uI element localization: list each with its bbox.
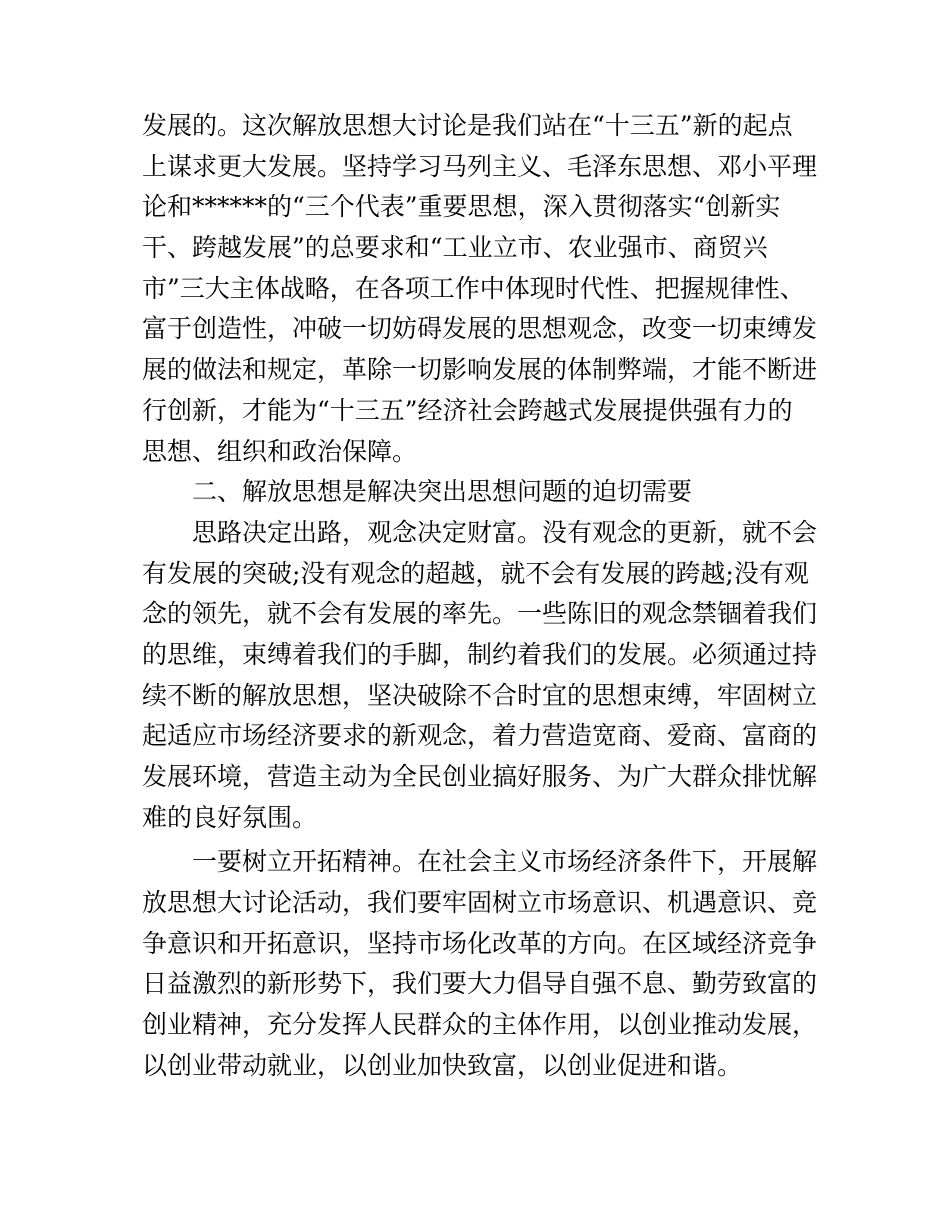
text-line: 思想、组织和政治保障。 xyxy=(142,436,418,466)
text-line: 干、跨越发展”的总要求和“工业立市、农业强市、商贸兴 xyxy=(142,233,768,263)
text-line: 富于创造性，冲破一切妨碍发展的思想观念，改变一切束缚发 xyxy=(142,314,818,344)
text-line: 发展环境，营造主动为全民创业搞好服务、为广大群众排忧解 xyxy=(142,762,818,791)
text-line: 论和******的“三个代表”重要思想，深入贯彻落实“创新实 xyxy=(142,192,781,222)
text-line: 放思想大讨论活动，我们要牢固树立市场意识、机遇意识、竞 xyxy=(142,888,818,918)
paragraph-start-line: 思路决定出路，观念决定财富。没有观念的更新，就不会 xyxy=(192,517,818,547)
text-line: 展的做法和规定，革除一切影响发展的体制弊端，才能不断进 xyxy=(142,355,818,385)
text-line: 市”三大主体战略，在各项工作中体现时代性、把握规律性、 xyxy=(142,273,805,303)
text-line: 创业精神，充分发挥人民群众的主体作用，以创业推动发展， xyxy=(142,1010,818,1040)
text-line: 难的良好氛围。 xyxy=(142,802,318,832)
text-line: 上谋求更大发展。坚持学习马列主义、毛泽东思想、邓小平理 xyxy=(142,151,818,181)
text-line: 日益激烈的新形势下，我们要大力倡导自强不息、勤劳致富的 xyxy=(142,969,818,999)
text-line: 发展的。这次解放思想大讨论是我们站在“十三五”新的起点 xyxy=(142,111,793,140)
section-heading: 二、解放思想是解决突出思想问题的迫切需要 xyxy=(192,477,693,507)
text-line: 念的领先，就不会有发展的率先。一些陈旧的观念禁锢着我们 xyxy=(142,599,818,629)
text-line: 续不断的解放思想，坚决破除不合时宜的思想束缚，牢固树立 xyxy=(142,680,818,710)
text-line: 以创业带动就业，以创业加快致富，以创业促进和谐。 xyxy=(142,1050,743,1080)
text-line: 争意识和开拓意识，坚持市场化改革的方向。在区域经济竞争 xyxy=(142,928,818,958)
document-body xyxy=(142,106,818,1087)
text-line: 行创新，才能为“十三五”经济社会跨越式发展提供强有力的 xyxy=(142,395,793,425)
text-line: 有发展的突破;没有观念的超越，就不会有发展的跨越;没有观 xyxy=(142,558,809,588)
text-line: 起适应市场经济要求的新观念，着力营造宽商、爱商、富商的 xyxy=(142,721,818,751)
text-line: 的思维，束缚着我们的手脚，制约着我们的发展。必须通过持 xyxy=(142,639,818,669)
paragraph-start-line: 一要树立开拓精神。在社会主义市场经济条件下，开展解 xyxy=(192,847,818,877)
